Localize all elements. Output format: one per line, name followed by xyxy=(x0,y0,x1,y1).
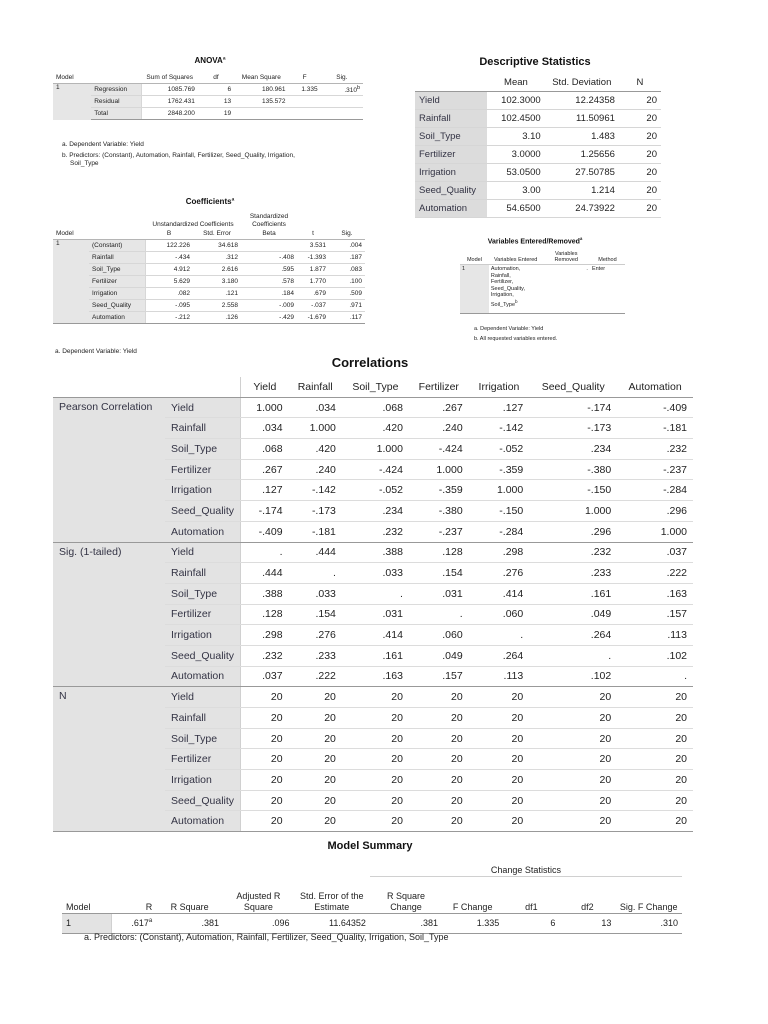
cell: .113 xyxy=(469,666,530,687)
cell: 3.10 xyxy=(487,128,545,146)
cell: .264 xyxy=(469,645,530,666)
cell: .296 xyxy=(529,521,617,542)
cell: 20 xyxy=(289,811,342,832)
cell: 20 xyxy=(289,770,342,791)
cell: .276 xyxy=(469,563,530,584)
cell: .060 xyxy=(409,625,469,646)
column-header: Rainfall xyxy=(289,377,342,397)
column-header: Seed_Quality xyxy=(529,377,617,397)
cell: .154 xyxy=(289,604,342,625)
row-label: Yield xyxy=(165,542,241,563)
cell: .004 xyxy=(329,240,365,252)
cell: -.052 xyxy=(342,480,409,501)
row-label: Rainfall xyxy=(165,418,241,439)
cell: 20 xyxy=(241,790,289,811)
cell: 1.877 xyxy=(297,264,329,276)
cell: .267 xyxy=(241,459,289,480)
descriptive-row xyxy=(415,92,661,110)
descriptive-row xyxy=(415,110,661,128)
cell: 20 xyxy=(241,728,289,749)
correlations-row xyxy=(53,397,693,418)
cell: 12.24358 xyxy=(545,92,619,110)
cell xyxy=(241,240,297,252)
cell: 3.531 xyxy=(297,240,329,252)
correlations-header-row xyxy=(53,377,693,397)
cell: 1.000 xyxy=(241,397,289,418)
cell: 3.00 xyxy=(487,182,545,200)
cell: 20 xyxy=(529,687,617,708)
cell: .232 xyxy=(529,542,617,563)
cell: 20 xyxy=(469,749,530,770)
cell: 20 xyxy=(469,728,530,749)
cell: .388 xyxy=(342,542,409,563)
cell: -.181 xyxy=(617,418,693,439)
row-label: Soil_Type xyxy=(89,264,145,276)
cell: -1.679 xyxy=(297,312,329,324)
correlations-table xyxy=(53,377,693,832)
cell: 20 xyxy=(529,770,617,791)
cell: .037 xyxy=(241,666,289,687)
cell: -.037 xyxy=(297,300,329,312)
cell: -.181 xyxy=(289,521,342,542)
cell: -.173 xyxy=(529,418,617,439)
column-header: Soil_Type xyxy=(342,377,409,397)
cell: 20 xyxy=(342,687,409,708)
cell: .033 xyxy=(342,563,409,584)
cell: 2.616 xyxy=(193,264,241,276)
cell: .414 xyxy=(469,583,530,604)
column-header: Fertilizer xyxy=(409,377,469,397)
cell: 1.000 xyxy=(529,501,617,522)
cell: .157 xyxy=(409,666,469,687)
cell: 1.000 xyxy=(409,459,469,480)
cell: 1.483 xyxy=(545,128,619,146)
cell: .082 xyxy=(145,288,193,300)
cell: -.359 xyxy=(469,459,530,480)
row-label: Seed_Quality xyxy=(165,501,241,522)
cell: 20 xyxy=(529,749,617,770)
cell: .161 xyxy=(342,645,409,666)
cell: -.409 xyxy=(241,521,289,542)
row-label: Yield xyxy=(165,687,241,708)
row-label: Soil_Type xyxy=(165,728,241,749)
cell: .128 xyxy=(409,542,469,563)
cell: .298 xyxy=(241,625,289,646)
row-label: Automation xyxy=(165,521,241,542)
cell: .578 xyxy=(241,276,297,288)
cell: .049 xyxy=(529,604,617,625)
cell: . xyxy=(469,625,530,646)
row-label: Automation xyxy=(165,666,241,687)
cell: 20 xyxy=(469,811,530,832)
cell: 20 xyxy=(289,708,342,729)
model-summary-header-row: Model R R Square Adjusted R Square Std. Error of the Estimate R Square Change F Change df1 df2 Sig. F Change xyxy=(62,877,682,914)
cell: 20 xyxy=(619,164,661,182)
cell: -.174 xyxy=(241,501,289,522)
cell: 24.73922 xyxy=(545,200,619,218)
coefficients-row xyxy=(53,276,365,288)
cell: .509 xyxy=(329,288,365,300)
cell: .267 xyxy=(409,397,469,418)
row-label: Automation xyxy=(89,312,145,324)
cell: .679 xyxy=(297,288,329,300)
row-label: Soil_Type xyxy=(165,583,241,604)
coefficients-row xyxy=(53,252,365,264)
row-label: Fertilizer xyxy=(415,146,487,164)
cell: 20 xyxy=(619,200,661,218)
cell: 1.000 xyxy=(469,480,530,501)
cell: .117 xyxy=(329,312,365,324)
cell: -.174 xyxy=(529,397,617,418)
column-header: Yield xyxy=(241,377,289,397)
cell: .163 xyxy=(617,583,693,604)
cell: 20 xyxy=(619,146,661,164)
cell: 54.6500 xyxy=(487,200,545,218)
anova-row-residual: Residual 1762.431 13 135.572 xyxy=(53,96,363,108)
coefficients-row xyxy=(53,312,365,324)
row-label: Seed_Quality xyxy=(89,300,145,312)
coefficients-row xyxy=(53,240,365,252)
cell: 20 xyxy=(241,770,289,791)
cell: .163 xyxy=(342,666,409,687)
coefficients-table: Model Unstandardized Coefficients Standardized Coefficients t Sig. B Std. Error Beta 1 (Constant) 122.226 34.618 3.531 .004 Rainfall -.434 .312 -.408 -1.393 .187 Soil_Type 4.912 2.616 .595 1.877 .083 Fertilizer 5.629 3.180 .578 1.770 .100 Irrigation .082 .121 .184 .679 .509 Seed_Quality -.095 2.558 -.009 -.037 .971 Automation -.212 .126 -.429 -1.679 .117 xyxy=(53,213,365,324)
descriptive-title: Descriptive Statistics xyxy=(479,56,591,68)
row-label: Seed_Quality xyxy=(165,645,241,666)
cell: .264 xyxy=(529,625,617,646)
cell: .184 xyxy=(241,288,297,300)
cell: .240 xyxy=(289,459,342,480)
cell: -.009 xyxy=(241,300,297,312)
cell: 20 xyxy=(529,811,617,832)
cell: 3.0000 xyxy=(487,146,545,164)
cell: 20 xyxy=(241,811,289,832)
cell: .414 xyxy=(342,625,409,646)
cell: 20 xyxy=(529,790,617,811)
cell: 20 xyxy=(289,790,342,811)
cell: .100 xyxy=(329,276,365,288)
coefficients-row xyxy=(53,300,365,312)
cell: .033 xyxy=(289,583,342,604)
variables-table: Model Variables Entered Variables Removed Method 1 Automation, Rainfall, Fertilizer, Seed_Quality, Irrigation, Soil_Type$^b$ . Enter xyxy=(460,250,625,314)
variables-title: Variables Entered/Removed$^a$ xyxy=(487,236,583,246)
row-label: Rainfall xyxy=(165,708,241,729)
cell: 20 xyxy=(241,749,289,770)
row-label: Seed_Quality xyxy=(415,182,487,200)
cell: 20 xyxy=(619,128,661,146)
cell: 20 xyxy=(617,770,693,791)
cell: -.142 xyxy=(469,418,530,439)
cell: . xyxy=(409,604,469,625)
cell: -.429 xyxy=(241,312,297,324)
row-label: Irrigation xyxy=(89,288,145,300)
coefficients-body xyxy=(53,240,365,324)
cell: 20 xyxy=(409,811,469,832)
cell: .049 xyxy=(409,645,469,666)
group-label: Pearson Correlation xyxy=(53,397,165,542)
cell: .187 xyxy=(329,252,365,264)
cell: 122.226 xyxy=(145,240,193,252)
row-label: Fertilizer xyxy=(89,276,145,288)
cell: -.424 xyxy=(342,459,409,480)
cell: -.424 xyxy=(409,439,469,460)
cell: 20 xyxy=(342,770,409,791)
cell: .031 xyxy=(342,604,409,625)
anova-row-regression: 1 Regression 1085.769 6 180.961 1.335 .310$^b$ xyxy=(53,84,363,96)
anova-row-total: Total 2848.200 19 xyxy=(53,108,363,120)
cell: .068 xyxy=(241,439,289,460)
cell: .233 xyxy=(529,563,617,584)
cell: 20 xyxy=(469,770,530,791)
cell: .034 xyxy=(241,418,289,439)
row-label: Fertilizer xyxy=(165,604,241,625)
cell: .312 xyxy=(193,252,241,264)
cell: 11.50961 xyxy=(545,110,619,128)
cell: 20 xyxy=(342,728,409,749)
cell: -1.393 xyxy=(297,252,329,264)
cell: .234 xyxy=(342,501,409,522)
cell: 20 xyxy=(617,728,693,749)
cell: -.284 xyxy=(617,480,693,501)
anova-notes: a. Dependent Variable: Yield b. Predictors: (Constant), Automation, Rainfall, Fertilizer, Seed_Quality, Irrigation, Soil_Type xyxy=(62,141,295,167)
row-label: Fertilizer xyxy=(165,459,241,480)
model-number: 1 xyxy=(53,240,89,324)
cell: . xyxy=(617,666,693,687)
variables-notes: a. Dependent Variable: Yield b. All requested variables entered. xyxy=(474,326,558,342)
cell: -.237 xyxy=(409,521,469,542)
cell: .083 xyxy=(329,264,365,276)
cell: 20 xyxy=(617,687,693,708)
descriptive-row xyxy=(415,146,661,164)
cell: .444 xyxy=(289,542,342,563)
cell: .234 xyxy=(529,439,617,460)
cell: .154 xyxy=(409,563,469,584)
cell: -.150 xyxy=(469,501,530,522)
cell: 102.4500 xyxy=(487,110,545,128)
cell: .276 xyxy=(289,625,342,646)
cell: .232 xyxy=(241,645,289,666)
cell: .971 xyxy=(329,300,365,312)
descriptive-row xyxy=(415,164,661,182)
cell: .060 xyxy=(469,604,530,625)
cell: 1.000 xyxy=(342,439,409,460)
cell: .420 xyxy=(342,418,409,439)
cell: .161 xyxy=(529,583,617,604)
descriptive-body xyxy=(415,92,661,218)
cell: .068 xyxy=(342,397,409,418)
group-label: Sig. (1-tailed) xyxy=(53,542,165,687)
cell: -.408 xyxy=(241,252,297,264)
descriptive-table: Mean Std. Deviation N Yield 102.3000 12.24358 20 Rainfall 102.4500 11.50961 20 Soil_Type 3.10 1.483 20 Fertilizer 3.0000 1.25656 20 Irrigation 53.0500 27.50785 20 Seed_Quality 3.00 1.214 20 Automation 54.6500 24.73922 20 xyxy=(415,74,661,218)
cell: .121 xyxy=(193,288,241,300)
row-label: Fertilizer xyxy=(165,749,241,770)
anova-header-row: Model Sum of Squares df Mean Square F Sig. xyxy=(53,74,363,84)
correlations-body xyxy=(53,397,693,831)
cell: 2.558 xyxy=(193,300,241,312)
cell: 20 xyxy=(619,182,661,200)
cell: 1.770 xyxy=(297,276,329,288)
cell: 20 xyxy=(342,708,409,729)
cell: .420 xyxy=(289,439,342,460)
cell: .232 xyxy=(617,439,693,460)
cell: 1.000 xyxy=(289,418,342,439)
row-label: Rainfall xyxy=(165,563,241,584)
cell: 20 xyxy=(619,92,661,110)
cell: 20 xyxy=(619,110,661,128)
cell: .113 xyxy=(617,625,693,646)
cell: 20 xyxy=(529,708,617,729)
row-label: Irrigation xyxy=(165,770,241,791)
cell: 3.180 xyxy=(193,276,241,288)
anova-title: ANOVA$^a$ xyxy=(194,56,226,65)
cell: .444 xyxy=(241,563,289,584)
cell: 20 xyxy=(409,708,469,729)
group-label: N xyxy=(53,687,165,832)
row-label: Seed_Quality xyxy=(165,790,241,811)
cell: .127 xyxy=(469,397,530,418)
cell: -.173 xyxy=(289,501,342,522)
correlations-row xyxy=(53,687,693,708)
cell: 20 xyxy=(529,728,617,749)
cell: 20 xyxy=(342,749,409,770)
cell: -.052 xyxy=(469,439,530,460)
cell: .595 xyxy=(241,264,297,276)
row-label: Rainfall xyxy=(89,252,145,264)
cell: 27.50785 xyxy=(545,164,619,182)
row-label: Irrigation xyxy=(165,625,241,646)
cell: 20 xyxy=(409,790,469,811)
cell: -.142 xyxy=(289,480,342,501)
descriptive-row xyxy=(415,128,661,146)
cell: 20 xyxy=(617,790,693,811)
cell: 4.912 xyxy=(145,264,193,276)
cell: 1.000 xyxy=(617,521,693,542)
cell: .031 xyxy=(409,583,469,604)
correlations-title: Correlations xyxy=(331,355,409,370)
cell: 20 xyxy=(289,687,342,708)
row-label: Irrigation xyxy=(165,480,241,501)
cell: 20 xyxy=(617,811,693,832)
cell: 5.629 xyxy=(145,276,193,288)
cell: -.095 xyxy=(145,300,193,312)
cell: 20 xyxy=(289,728,342,749)
model-summary-table: Change Statistics Model R R Square Adjusted R Square Std. Error of the Estimate R Square Change F Change df1 df2 Sig. F Change 1 .617$^a$ .381 .096 11.64352 .381 1.335 6 13 .310 xyxy=(62,860,682,934)
cell: .037 xyxy=(617,542,693,563)
cell: 20 xyxy=(241,687,289,708)
cell: 20 xyxy=(342,811,409,832)
cell: .222 xyxy=(617,563,693,584)
cell: -.380 xyxy=(529,459,617,480)
cell: 20 xyxy=(409,749,469,770)
coefficients-row xyxy=(53,264,365,276)
model-summary-note: a. Predictors: (Constant), Automation, Rainfall, Fertilizer, Seed_Quality, Irrigation, Soil_Type xyxy=(84,932,449,942)
cell: . xyxy=(289,563,342,584)
row-label: Irrigation xyxy=(415,164,487,182)
cell: 53.0500 xyxy=(487,164,545,182)
row-label: (Constant) xyxy=(89,240,145,252)
cell: .128 xyxy=(241,604,289,625)
cell: .102 xyxy=(529,666,617,687)
cell: 20 xyxy=(409,687,469,708)
correlations-row xyxy=(53,542,693,563)
cell: .298 xyxy=(469,542,530,563)
cell: .296 xyxy=(617,501,693,522)
cell: 20 xyxy=(241,708,289,729)
row-label: Rainfall xyxy=(415,110,487,128)
cell: .126 xyxy=(193,312,241,324)
cell: 20 xyxy=(342,790,409,811)
column-header: Automation xyxy=(617,377,693,397)
model-summary-title: Model Summary xyxy=(327,840,413,852)
cell: .232 xyxy=(342,521,409,542)
cell: 20 xyxy=(409,770,469,791)
cell: -.237 xyxy=(617,459,693,480)
cell: -.380 xyxy=(409,501,469,522)
row-label: Yield xyxy=(165,397,241,418)
cell: -.434 xyxy=(145,252,193,264)
cell: 1.25656 xyxy=(545,146,619,164)
cell: -.284 xyxy=(469,521,530,542)
cell: .157 xyxy=(617,604,693,625)
cell: .222 xyxy=(289,666,342,687)
cell: 34.618 xyxy=(193,240,241,252)
cell: . xyxy=(241,542,289,563)
descriptive-row xyxy=(415,182,661,200)
cell: .034 xyxy=(289,397,342,418)
anova-table xyxy=(53,74,363,120)
cell: -.212 xyxy=(145,312,193,324)
cell: 20 xyxy=(469,687,530,708)
cell: .388 xyxy=(241,583,289,604)
cell: 1.214 xyxy=(545,182,619,200)
cell: .102 xyxy=(617,645,693,666)
cell: -.409 xyxy=(617,397,693,418)
cell: .127 xyxy=(241,480,289,501)
row-label: Soil_Type xyxy=(415,128,487,146)
cell: 20 xyxy=(617,749,693,770)
coefficients-title: Coefficients$^a$ xyxy=(185,197,235,206)
cell: .233 xyxy=(289,645,342,666)
variables-row: 1 Automation, Rainfall, Fertilizer, Seed_Quality, Irrigation, Soil_Type$^b$ . Enter xyxy=(460,265,625,314)
coefficients-row xyxy=(53,288,365,300)
row-label: Automation xyxy=(415,200,487,218)
cell: 20 xyxy=(617,708,693,729)
coefficients-note: a. Dependent Variable: Yield xyxy=(55,348,137,355)
column-header: Irrigation xyxy=(469,377,530,397)
cell: -.359 xyxy=(409,480,469,501)
cell: 20 xyxy=(469,708,530,729)
row-label: Soil_Type xyxy=(165,439,241,460)
cell: -.150 xyxy=(529,480,617,501)
cell: . xyxy=(342,583,409,604)
cell: .240 xyxy=(409,418,469,439)
cell: 102.3000 xyxy=(487,92,545,110)
row-label: Yield xyxy=(415,92,487,110)
cell: 20 xyxy=(409,728,469,749)
model-summary-row: 1 .617$^a$ .381 .096 11.64352 .381 1.335 6 13 .310 xyxy=(62,913,682,933)
cell: 20 xyxy=(289,749,342,770)
cell: 20 xyxy=(469,790,530,811)
descriptive-row xyxy=(415,200,661,218)
row-label: Automation xyxy=(165,811,241,832)
cell: . xyxy=(529,645,617,666)
